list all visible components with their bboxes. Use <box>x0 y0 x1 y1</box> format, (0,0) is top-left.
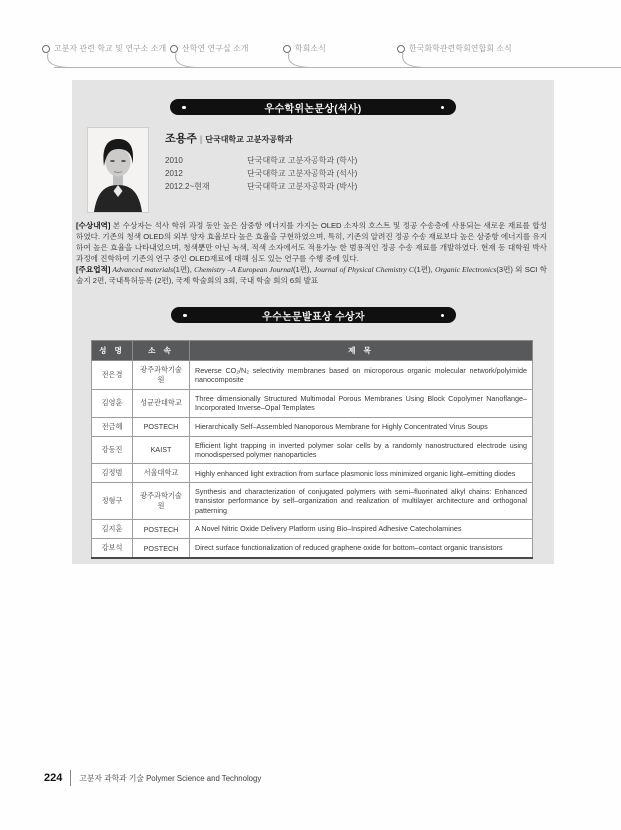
nav-item-chem-federation-news[interactable] <box>397 43 512 54</box>
journal-count: (1편), <box>173 264 195 274</box>
footer-divider <box>70 770 71 786</box>
journal-name: Chemistry –A European Journal <box>194 264 293 274</box>
education-detail: 단국대학교 고분자공학과 (박사) <box>247 182 358 191</box>
table-row <box>92 539 533 559</box>
paper-title-cell: Synthesis and characterization of conjugated polymers with semi–fluorinated alkyl chains: Enhanced transistor performance by self–organization and realization of multilayer architecture and orthogonal patterning <box>190 483 533 520</box>
nav-item-label: 산학연 연구실 소개 <box>182 44 249 53</box>
awardee-name-line <box>165 130 535 146</box>
page-number: 224 <box>44 772 63 784</box>
table-row <box>92 464 533 483</box>
pill-dot-icon <box>183 314 187 318</box>
achievements-paragraph <box>76 265 547 287</box>
nav-connector-lines <box>0 0 621 80</box>
nav-item-label: 학회소식 <box>295 44 326 53</box>
award-panel <box>72 80 554 564</box>
awardee-name: 조용주 <box>165 133 197 145</box>
table-row <box>92 520 533 539</box>
awardee-affiliation-cell: 성균관대학교 <box>133 390 190 418</box>
nav-item-industry-labs[interactable] <box>170 43 249 54</box>
education-detail: 단국대학교 고분자공학과 (석사) <box>247 169 358 178</box>
education-detail: 단국대학교 고분자공학과 (학사) <box>247 156 358 165</box>
education-row <box>165 167 535 180</box>
name-affiliation-separator: | <box>199 134 203 144</box>
pill-dot-icon <box>441 314 445 318</box>
education-year: 2012.2~현재 <box>165 182 210 191</box>
paper-title-cell: Hierarchically Self–Assembled Nanoporous Membrane for Highly Concentrated Virus Soups <box>190 417 533 436</box>
page-footer <box>44 770 261 786</box>
table-row <box>92 361 533 390</box>
awardee-affiliation-cell: 서울대학교 <box>133 464 190 483</box>
nav-bullet-circle-icon <box>170 45 178 53</box>
journal-count: (1편), <box>292 264 314 274</box>
awardee-affiliation-cell: 광주과학기술원 <box>133 361 190 390</box>
section-header-presentation-award <box>171 307 456 323</box>
awardee-affiliation-cell: POSTECH <box>133 539 190 559</box>
awardee-affiliation: 단국대학교 고분자공학과 <box>205 135 293 144</box>
nav-item-label: 한국화학관련학회연합회 소식 <box>409 44 512 53</box>
paper-title-cell: Direct surface functionalization of reduced graphene oxide for bottom–contact organic transistors <box>190 539 533 559</box>
journal-name: Advanced materials <box>110 264 174 274</box>
table-row <box>92 417 533 436</box>
journal-name: Organic Electronics <box>434 264 497 274</box>
award-details-paragraph <box>76 221 547 265</box>
journal-name: Journal of Physical Chemistry C <box>313 264 414 274</box>
table-header-row <box>92 341 533 361</box>
paper-title-cell: Three dimensionally Structured Multimodal Porous Membranes Using Block Copolymer Nanoflange–Incorporated Inverse–Opal Templates <box>190 390 533 418</box>
paper-title-cell: Efficient light trapping in inverted polymer solar cells by a randomly nanostructured electrode using monodispersed polymer nanoparticles <box>190 436 533 464</box>
section-title: 우수논문발표상 수상자 <box>262 311 365 323</box>
awardee-affiliation-cell: KAIST <box>133 436 190 464</box>
awardee-name-cell: 김영훈 <box>92 390 133 418</box>
education-year: 2010 <box>165 156 183 165</box>
awardee-portrait-photo <box>88 128 148 212</box>
section-header-thesis-award <box>170 99 456 115</box>
awardee-name-cell: 전은경 <box>92 361 133 390</box>
awardee-profile <box>165 130 535 193</box>
section-title: 우수학위논문상(석사) <box>264 103 362 115</box>
paper-title-cell: Reverse CO₂/N₂ selectivity membranes based on microporous organic molecular network/polyimide nanocomposite <box>190 361 533 390</box>
award-details-label: [수상내역] <box>76 221 111 230</box>
awardee-name-cell: 정형구 <box>92 483 133 520</box>
nav-item-society-news[interactable] <box>283 43 326 54</box>
education-row <box>165 180 535 193</box>
nav-bullet-circle-icon <box>42 45 50 53</box>
awardee-name-cell: 강동진 <box>92 436 133 464</box>
education-row <box>165 154 535 167</box>
column-header-name: 성 명 <box>92 341 133 361</box>
paper-title-cell: Highly enhanced light extraction from surface plasmonic loss minimized organic light–emitting diodes <box>190 464 533 483</box>
table-row <box>92 483 533 520</box>
nav-bullet-circle-icon <box>397 45 405 53</box>
table-row <box>92 436 533 464</box>
education-history <box>165 154 535 193</box>
awardee-name-cell: 김정범 <box>92 464 133 483</box>
awardees-table <box>91 340 533 559</box>
journal-title: 고분자 과학과 기술 Polymer Science and Technology <box>79 773 262 783</box>
awardee-name-cell: 강보석 <box>92 539 133 559</box>
awardee-name-cell: 전금혜 <box>92 417 133 436</box>
nav-item-schools-institutes[interactable] <box>42 43 166 54</box>
column-header-title: 제 목 <box>190 341 533 361</box>
awardee-affiliation-cell: POSTECH <box>133 520 190 539</box>
awardee-affiliation-cell: POSTECH <box>133 417 190 436</box>
achievements-tail: (3편) 외 SCI 학술지 2편, 국내특허등록 (2편), 국제 학술회의 3회, 국내 학술 회의 6회 발표 <box>76 264 547 285</box>
column-header-affiliation: 소 속 <box>133 341 190 361</box>
achievements-label: [주요업적] <box>76 264 111 274</box>
nav-bullet-circle-icon <box>283 45 291 53</box>
award-description-text <box>76 221 547 286</box>
nav-item-label: 고분자 관련 학교 및 연구소 소개 <box>54 44 167 53</box>
education-year: 2012 <box>165 169 183 178</box>
paper-title-cell: A Novel Nitric Oxide Delivery Platform using Bio–Inspired Adhesive Catecholamines <box>190 520 533 539</box>
awardee-name-cell: 김지훈 <box>92 520 133 539</box>
journal-count: (1편), <box>414 264 435 274</box>
award-details-body: 본 수상자는 석사 학위 과정 동안 높은 삼중항 에너지를 가지는 OLED 소자의 호스트 및 정공 수송층에 사용되는 새로운 재료를 합성하였다. 기존의 청색 OLED의 외부 양자 효율보다 높은 효율을 구현하였으며, 특히, 기존의 알려진 정공 수송 재료보다 높은 삼중항 에너지를 유지하여 높은 효율을 나타내었으며, 청색뿐만 아닌 녹색, 적색 소자에서도 적용가능 한 범용적인 정공 수송 재료를 개발하였다. 현재 동 대학원 박사 과정에 진학하여 기존의 연구 중인 OLED재료에 대해 심도 있는 연구를 수행 중에 있다. <box>76 221 547 263</box>
pill-dot-icon <box>182 106 186 110</box>
awardee-affiliation-cell: 광주과학기술원 <box>133 483 190 520</box>
table-row <box>92 390 533 418</box>
pill-dot-icon <box>441 106 445 110</box>
